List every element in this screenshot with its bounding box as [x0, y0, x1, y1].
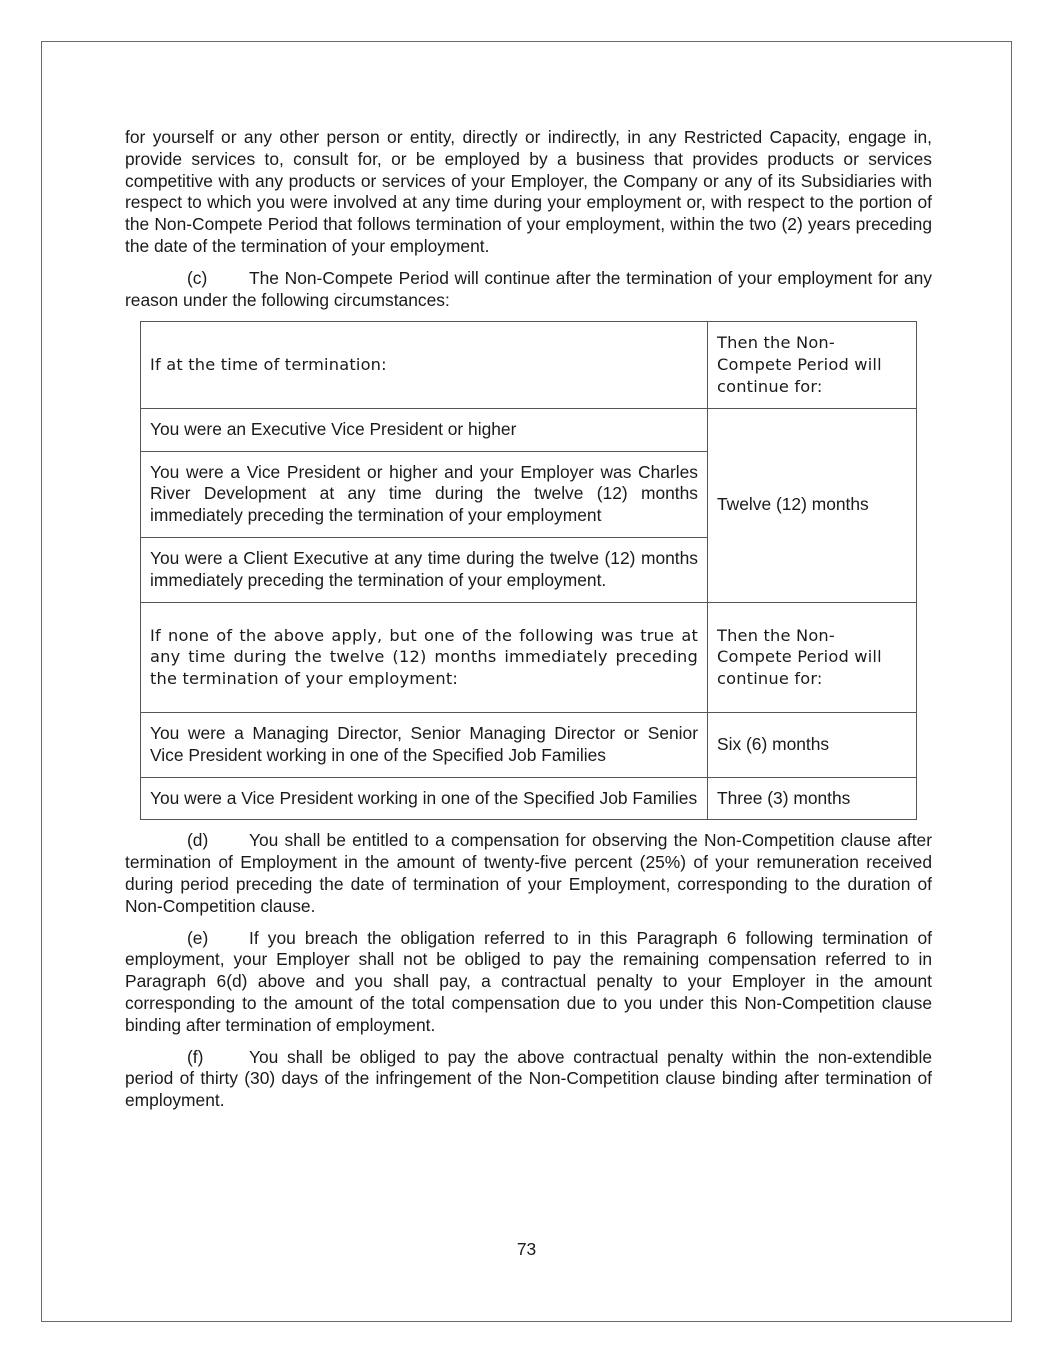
subheader-right-cell: Then the Non-Compete Period will continue for: [708, 602, 917, 712]
condition-cell: You were a Client Executive at any time during the twelve (12) months immediately preceding the termination of your employment. [141, 537, 708, 602]
table-row [141, 777, 917, 820]
document-page [41, 41, 1012, 1322]
clause-f-text: You shall be obliged to pay the above contractual penalty within the non-extendible period of thirty (30) days of the infringement of the Non-Competition clause binding after termination of employment. [125, 1046, 932, 1111]
header-left-cell: If at the time of termination: [141, 322, 708, 408]
period-cell: Three (3) months [708, 777, 917, 820]
condition-cell: You were a Managing Director, Senior Managing Director or Senior Vice President working in one of the Specified Job Families [141, 712, 708, 777]
clause-c [125, 268, 932, 312]
clause-c-label: (c) [187, 267, 208, 288]
clause-e [125, 928, 932, 1037]
clause-e-text: If you breach the obligation referred to in this Paragraph 6 following termination of employment, your Employer shall not be obliged to pay the remaining compensation referred to in Paragraph 6(d) above and you shall pay, a contractual penalty to your Employer in the amount corresponding to the amount of the total compensation due to you under this Non-Competition clause binding after termination of employment. [125, 927, 932, 1035]
non-compete-table [140, 321, 917, 820]
clause-d-label: (d) [187, 830, 209, 851]
clause-d-text: You shall be entitled to a compensation for observing the Non-Competition clause after termination of Employment in the amount of twenty-five percent (25%) of your remuneration received during period preceding the date of termination of your Employment, corresponding to the duration of Non-Competition clause. [125, 830, 932, 916]
clause-e-label: (e) [187, 927, 209, 948]
clause-f [125, 1047, 932, 1112]
page-content [125, 127, 932, 1112]
period-cell: Six (6) months [708, 712, 917, 777]
page-number: 73 [516, 1239, 537, 1259]
header-right-cell: Then the Non-Compete Period will continue for: [708, 322, 917, 408]
table-header-row [141, 322, 917, 408]
period-cell-twelve-months: Twelve (12) months [708, 408, 917, 602]
subheader-left-cell: If none of the above apply, but one of the following was true at any time during the twelve (12) months immediately preceding the termination of your employment: [141, 602, 708, 712]
clause-d [125, 830, 932, 917]
table-row [141, 712, 917, 777]
condition-cell: You were a Vice President or higher and your Employer was Charles River Development at any time during the twelve (12) months immediately preceding the termination of your employment [141, 451, 708, 537]
condition-cell: You were a Vice President working in one of the Specified Job Families [141, 777, 708, 820]
clause-c-text: The Non-Compete Period will continue after the termination of your employment for any reason under the following circumstances: [125, 267, 932, 310]
condition-cell: You were an Executive Vice President or higher [141, 408, 708, 451]
table-row [141, 408, 917, 451]
table-subheader-row [141, 602, 917, 712]
clause-f-label: (f) [187, 1046, 204, 1067]
intro-paragraph: for yourself or any other person or entity, directly or indirectly, in any Restricted Capacity, engage in, provide services to, consult for, or be employed by a business that provides products or services competitive with any products or services of your Employer, the Company or any of its Subsidiaries with respect to which you were involved at any time during your employment or, with respect to the portion of the Non-Compete Period that follows termination of your employment, within the two (2) years preceding the date of the termination of your employment. [125, 127, 932, 256]
